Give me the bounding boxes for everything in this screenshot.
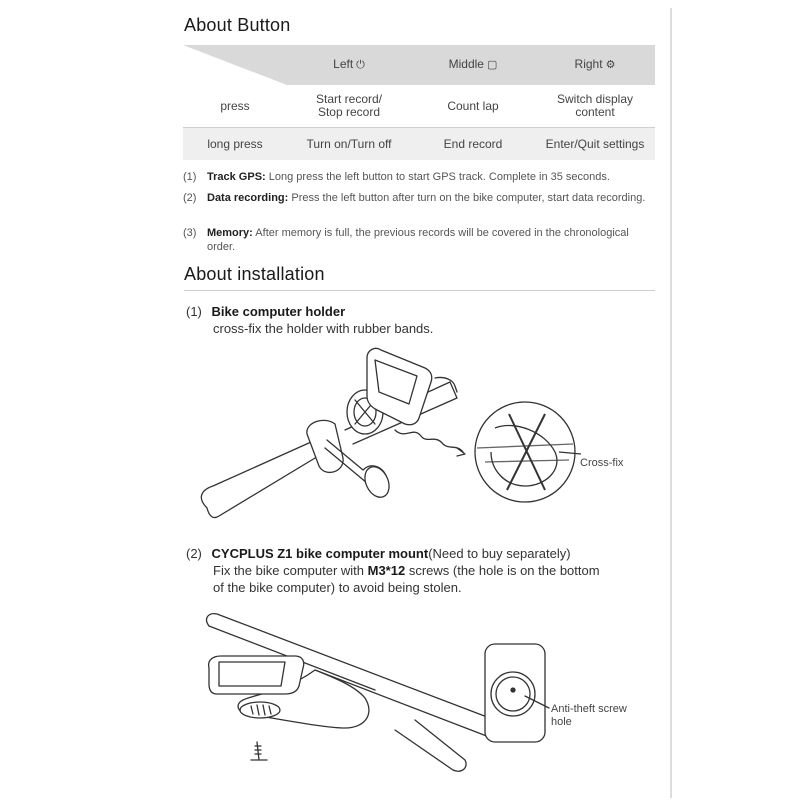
install-item-title: CYCPLUS Z1 bike computer mount [211,546,429,561]
cell-middle: Count lap [411,85,535,128]
gear-icon: ⚙ [605,59,616,71]
cell-middle: End record [411,128,535,161]
table-corner-cell [183,45,287,85]
column-label-middle: Middle [448,57,484,71]
screw-spec: M3*12 [367,563,406,578]
row-label: long press [183,128,287,161]
page-edge-divider [670,8,672,798]
column-header-middle [411,45,535,85]
mount-illustration [195,610,655,790]
note-title: Memory: [207,227,253,239]
note-title: Data recording: [207,192,289,204]
section-divider [184,290,655,291]
column-label-right: Right [574,57,603,71]
install-item-number: (2) [186,546,202,561]
cell-left: Start record/ Stop record [287,85,411,128]
button-functions-table [183,45,655,160]
column-label-left: Left [333,57,354,71]
note-text: After memory is full, the previous records will be covered in the chronological order. [207,227,629,253]
corner-diagonal [183,45,287,85]
note-item [183,226,653,253]
install-item-desc-prefix: Fix the bike computer with [213,563,368,578]
about-installation-heading: About installation [184,264,325,284]
install-item-desc-suffix: screws (the hole is on the bottom [405,563,600,578]
table-row [183,85,655,128]
install-item-title-suffix: (Need to buy separately) [428,546,571,561]
note-item [183,191,653,205]
note-number: (1) [183,171,197,183]
row-label: press [183,85,287,128]
note-title: Track GPS: [207,171,266,183]
column-header-right [535,45,655,85]
note-number: (3) [183,227,197,239]
column-header-left [287,45,411,85]
cell-left: Turn on/Turn off [287,128,411,161]
note-number: (2) [183,192,197,204]
install-item-1 [186,303,433,337]
cell-right: Switch display content [535,85,655,128]
install-item-desc: cross-fix the holder with rubber bands. [213,321,434,336]
install-item-number: (1) [186,304,202,319]
anti-theft-callout: Anti-theft screw hole [551,703,627,728]
install-item-2 [186,545,600,596]
holder-illustration [195,340,655,530]
power-icon: ⏻ [356,59,365,71]
note-text: Press the left button after turn on the bike computer, start data recording. [291,192,646,204]
cross-fix-callout: Cross-fix [580,457,624,469]
install-item-title: Bike computer holder [211,304,346,319]
about-button-heading: About Button [184,15,291,35]
square-icon: ▢ [486,59,498,71]
install-item-desc-line2: of the bike computer) to avoid being stolen. [213,580,462,595]
note-item [183,170,653,184]
table-row [183,128,655,161]
table-header-row [183,45,655,85]
cell-right: Enter/Quit settings [535,128,655,161]
note-text: Long press the left button to start GPS track. Complete in 35 seconds. [268,171,610,183]
